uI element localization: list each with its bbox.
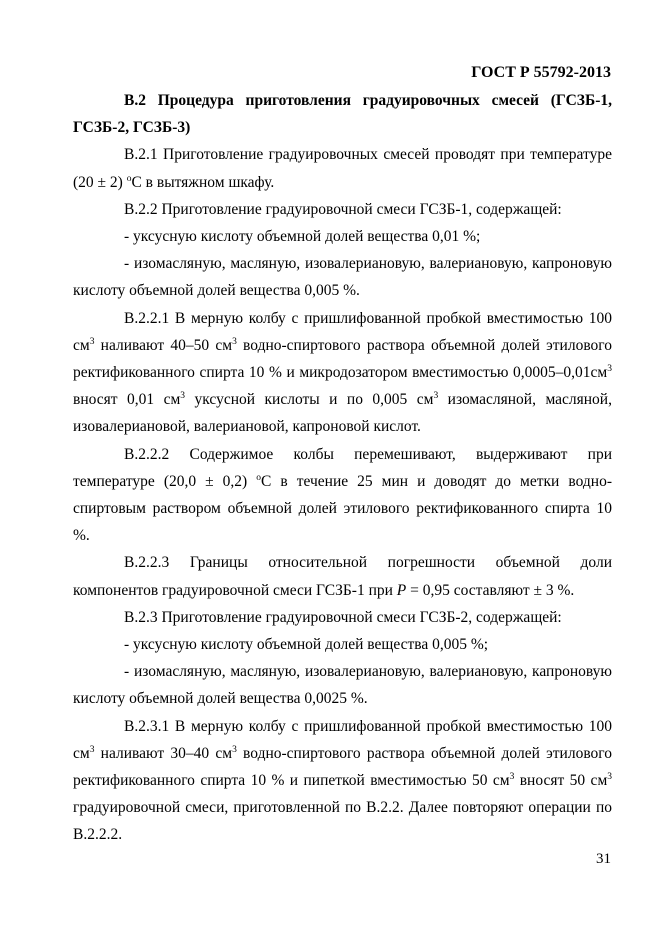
text: = 0,95 составляют ± 3 %. xyxy=(406,581,575,599)
superscript: 3 xyxy=(607,364,612,375)
text: градуировочной смеси, приготовленной по В.2.2. Далее повторяют операции по В.2.2.2. xyxy=(73,799,612,844)
text: В.2.2.2 Содержимое колбы перемешивают, выдерживают при температуре (20,0 ± 0,2) xyxy=(73,445,612,490)
superscript: 3 xyxy=(433,391,439,402)
paragraph-b231 xyxy=(73,713,612,849)
list-item-other-acids: - изомасляную, масляную, изовалериановую, валериановую, капроновую кислоту объемной долей вещества 0,0025 %. xyxy=(73,663,612,708)
text: водно-спиртового раствора объемной долей этилового ректификованного спирта 10 % и микродозатором вместимостью 0,0005–0,01см xyxy=(73,336,613,382)
page-header-standard: ГОСТ Р 55792-2013 xyxy=(471,64,611,81)
text: В.2.2.3 Границы относительной погрешности объемной доли компонентов градуировочной смеси ГСЗБ-1 при xyxy=(73,554,612,599)
superscript: 3 xyxy=(607,772,612,783)
superscript: 3 xyxy=(89,336,95,347)
list-item-acetic: - уксусную кислоту объемной долей вещества 0,005 %; xyxy=(124,636,489,654)
superscript: о xyxy=(256,472,261,483)
superscript: о xyxy=(126,173,132,184)
superscript: 3 xyxy=(232,336,237,347)
text: С в вытяжном шкафу. xyxy=(131,173,275,191)
text: изомасляной, масляной, изовалериановой, валериановой, капроновой кислот. xyxy=(73,391,612,436)
text: уксусной кислоты и по 0,005 см xyxy=(185,391,434,409)
text: В.2.3.1 В мерную колбу с пришлифованной пробкой вместимостью 100 см xyxy=(73,717,612,762)
section-heading: В.2 Процедура приготовления градуировочных смесей (ГСЗБ-1, ГСЗБ-2, ГСЗБ-3) xyxy=(73,92,612,137)
paragraph-b222 xyxy=(73,441,612,550)
text: вносят 50 см xyxy=(514,772,608,790)
paragraph-b223 xyxy=(73,549,612,603)
superscript: 3 xyxy=(89,744,95,755)
variable-p: P xyxy=(396,581,407,599)
superscript: 3 xyxy=(509,772,515,783)
text: водно-спиртового раствора объемной долей этилового ректификованного спирта 10 % и пипеткой вместимостью 50 см xyxy=(73,744,613,790)
superscript: 3 xyxy=(180,391,186,402)
list-item-acetic: - уксусную кислоту объемной долей вещества 0,01 %; xyxy=(124,228,481,246)
paragraph-b23: В.2.3 Приготовление градуировочной смеси ГСЗБ-2, содержащей: xyxy=(124,608,562,626)
text: наливают 40–50 см xyxy=(94,336,233,354)
text: В.2.1 Приготовление градуировочных смесей проводят при температуре (20 ± 2) xyxy=(73,146,612,191)
text: вносят 0,01 см xyxy=(73,391,181,409)
document-body xyxy=(73,87,612,849)
text: С в течение 25 мин и доводят до метки водно-спиртовым раствором объемной долей этилового ректификованного спирта 10 %. xyxy=(73,472,612,545)
paragraph-b22: В.2.2 Приготовление градуировочной смеси ГСЗБ-1, содержащей: xyxy=(124,200,562,218)
paragraph-b21 xyxy=(73,141,612,195)
text: В.2.2.1 В мерную колбу с пришлифованной пробкой вместимостью 100 см xyxy=(73,309,612,354)
text: наливают 30–40 см xyxy=(94,744,233,762)
list-item-other-acids: - изомасляную, масляную, изовалериановую, валериановую, капроновую кислоту объемной долей вещества 0,005 %. xyxy=(73,255,612,300)
superscript: 3 xyxy=(232,744,237,755)
paragraph-b221 xyxy=(73,305,612,441)
page-number: 31 xyxy=(596,851,611,867)
